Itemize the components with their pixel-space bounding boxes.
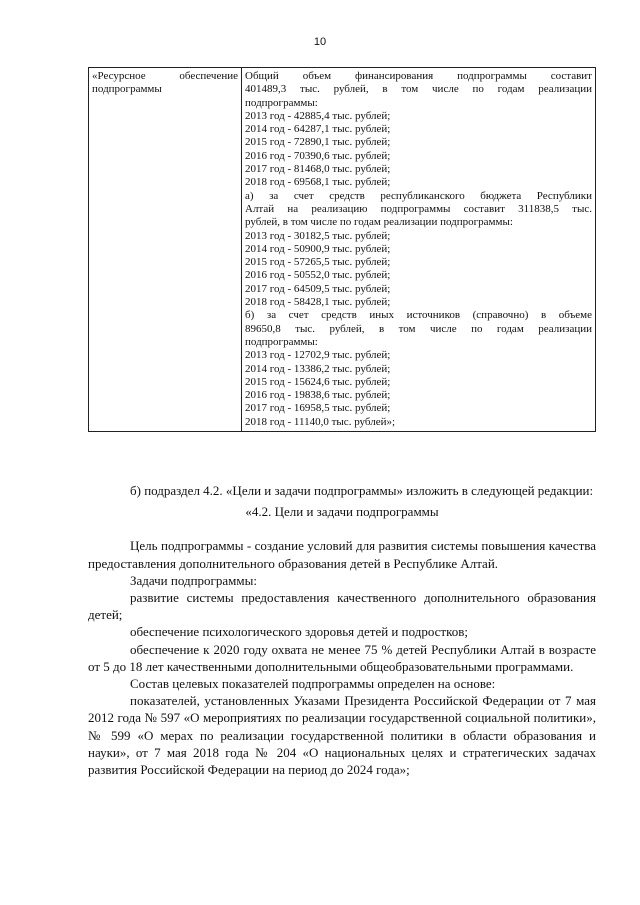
task-item: обеспечение психологического здоровья детей и подростков; [130,624,468,640]
table-content-line: а) за счет средств республиканского бюджета Республики [245,189,592,202]
table-content-line: 2016 год - 70390,6 тыс. рублей; [245,149,391,162]
label-line: подпрограммы [92,83,162,96]
table-content-line: 2015 год - 72890,1 тыс. рублей; [245,136,391,149]
table-content-line: 2018 год - 58428,1 тыс. рублей; [245,296,391,309]
task-item: обеспечение к 2020 году охвата не менее 75 % детей Республики Алтай в возрасте от 5 до 18 лет качественными дополнительными общеобразовательными программами. [88,641,596,674]
table-content-line: 401489,3 тыс. рублей, в том числе по годам реализации [245,83,592,96]
tasks-title: Задачи подпрограммы: [130,572,257,588]
table-content-line: Алтай на реализацию подпрограммы составит 311838,5 тыс. [245,202,592,215]
table-content-line: б) за счет средств иных источников (справочно) в объеме [245,309,592,322]
table-content-line: подпрограммы: [245,335,318,348]
table-content-line: 2016 год - 50552,0 тыс. рублей; [245,269,391,282]
document-body [88,482,596,778]
table-content-line: рублей, в том числе по годам реализации подпрограммы: [245,216,513,229]
table-content-line: 2014 год - 64287,1 тыс. рублей; [245,123,391,136]
table-content-line: 2018 год - 11140,0 тыс. рублей»; [245,415,396,428]
subsection-intro: б) подраздел 4.2. «Цели и задачи подпрограммы» изложить в следующей редакции: [130,483,594,498]
section-heading: «4.2. Цели и задачи подпрограммы [245,504,439,520]
table-content-cell [242,68,596,432]
table-content-line: 2015 год - 57265,5 тыс. рублей; [245,256,391,269]
resource-table [88,67,596,432]
table-content-line: 2017 год - 16958,5 тыс. рублей; [245,402,391,415]
table-content-line: 2013 год - 30182,5 тыс. рублей; [245,229,391,242]
table-content-line: 2017 год - 64509,5 тыс. рублей; [245,282,391,295]
goal-paragraph: Цель подпрограммы - создание условий для развития системы повышения качества предоставления дополнительного образования детей в Республике Алтай. [88,538,596,571]
indicators-intro: Состав целевых показателей подпрограммы определен на основе: [130,676,496,692]
table-content-line: 2013 год - 42885,4 тыс. рублей; [245,109,391,122]
table-label-cell [89,68,242,432]
table-row [89,68,596,432]
page-number: 10 [313,36,327,48]
table-content-line: Общий объем финансирования подпрограммы составит [245,70,592,82]
indicators-paragraph: показателей, установленных Указами Президента Российской Федерации от 7 мая 2012 года № 597 «О мероприятиях по реализации государственной социальной политики», № 599 «О мерах по реализации государственной политики в области образования и науки», от 7 мая 2018 года № 204 «О национальных целях и стратегических задачах развития Российской Федерации на период до 2024 года»; [88,693,596,778]
table-content-line: 2018 год - 69568,1 тыс. рублей; [245,176,391,189]
table-content-line: подпрограммы: [245,96,318,109]
table-content-line: 2016 год - 19838,6 тыс. рублей; [245,389,391,402]
table-content-line: 89650,8 тыс. рублей, в том числе по годам реализации [245,322,592,335]
table-content-line: 2013 год - 12702,9 тыс. рублей; [245,349,391,362]
table-content-line: 2014 год - 13386,2 тыс. рублей; [245,362,391,375]
table-content-line: 2014 год - 50900,9 тыс. рублей; [245,242,391,255]
table-content-line: 2015 год - 15624,6 тыс. рублей; [245,375,391,388]
task-item: развитие системы предоставления качественного дополнительного образования детей; [88,590,596,623]
table-content-line: 2017 год - 81468,0 тыс. рублей; [245,163,391,176]
label-line: «Ресурсное обеспечение [92,70,238,82]
